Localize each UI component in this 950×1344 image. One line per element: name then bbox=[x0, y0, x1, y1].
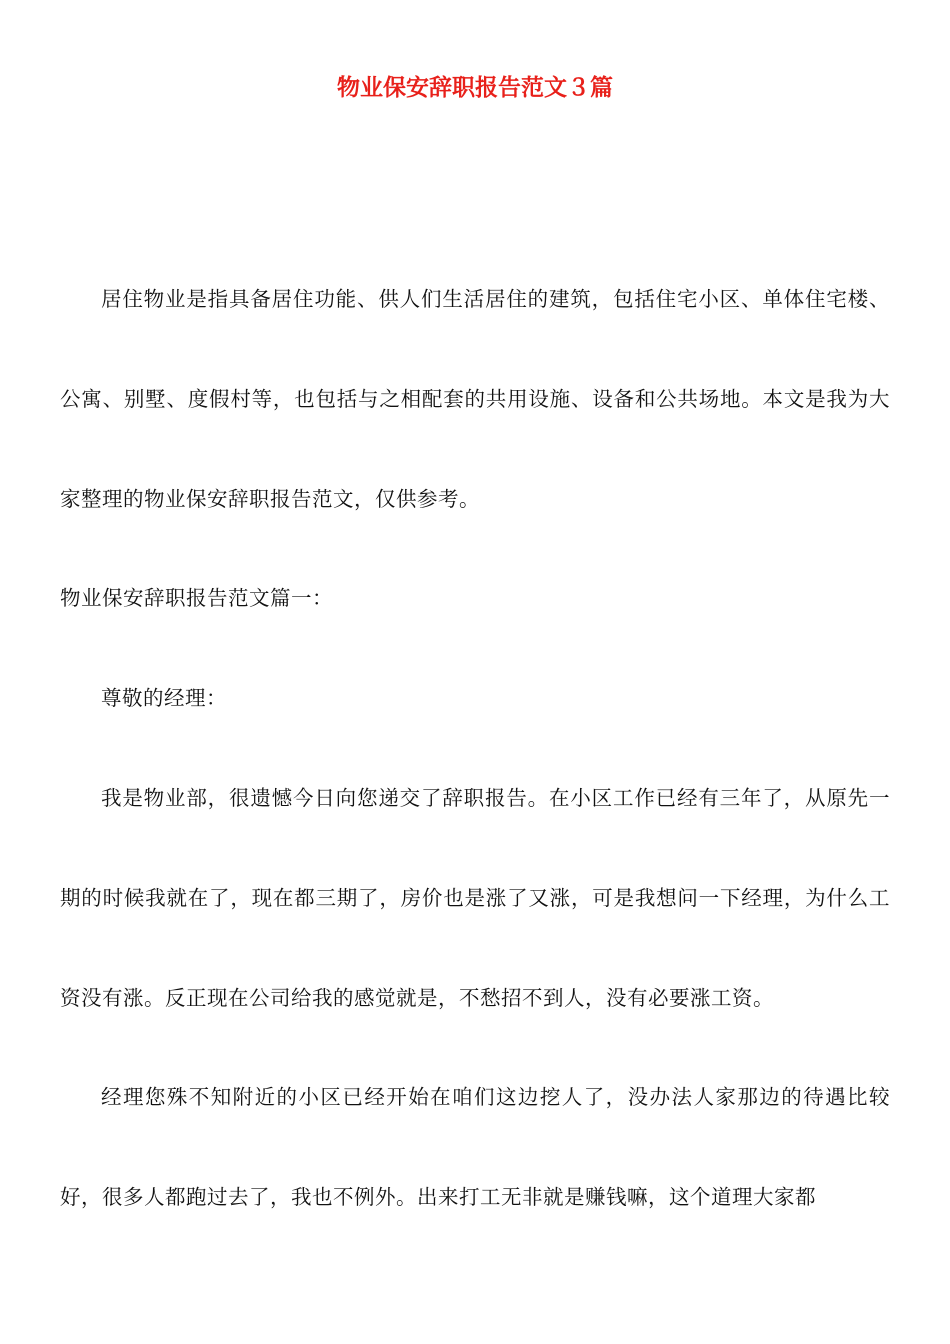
paragraph-body-1: 我是物业部，很遗憾今日向您递交了辞职报告。在小区工作已经有三年了，从原先一期的时候我就在了，现在都三期了，房价也是涨了又涨，可是我想问一下经理，为什么工资没有涨。反正现在公司给我的感觉就是，不愁招不到人，没有必要涨工资。 bbox=[60, 785, 890, 1010]
section-heading-part-one: 物业保安辞职报告范文篇一： bbox=[60, 586, 333, 611]
paragraph-salutation: 尊敬的经理： bbox=[101, 686, 227, 711]
document-body bbox=[60, 250, 890, 1248]
document-title: 物业保安辞职报告范文３篇 bbox=[337, 75, 613, 101]
paragraph-body-2: 经理您殊不知附近的小区已经开始在咱们这边挖人了，没办法人家那边的待遇比较好，很多人都跑过去了，我也不例外。出来打工无非就是赚钱嘛，这个道理大家都 bbox=[60, 1085, 890, 1210]
paragraph-intro: 居住物业是指具备居住功能、供人们生活居住的建筑，包括住宅小区、单体住宅楼、公寓、别墅、度假村等，也包括与之相配套的共用设施、设备和公共场地。本文是我为大家整理的物业保安辞职报告范文，仅供参考。 bbox=[60, 287, 890, 511]
